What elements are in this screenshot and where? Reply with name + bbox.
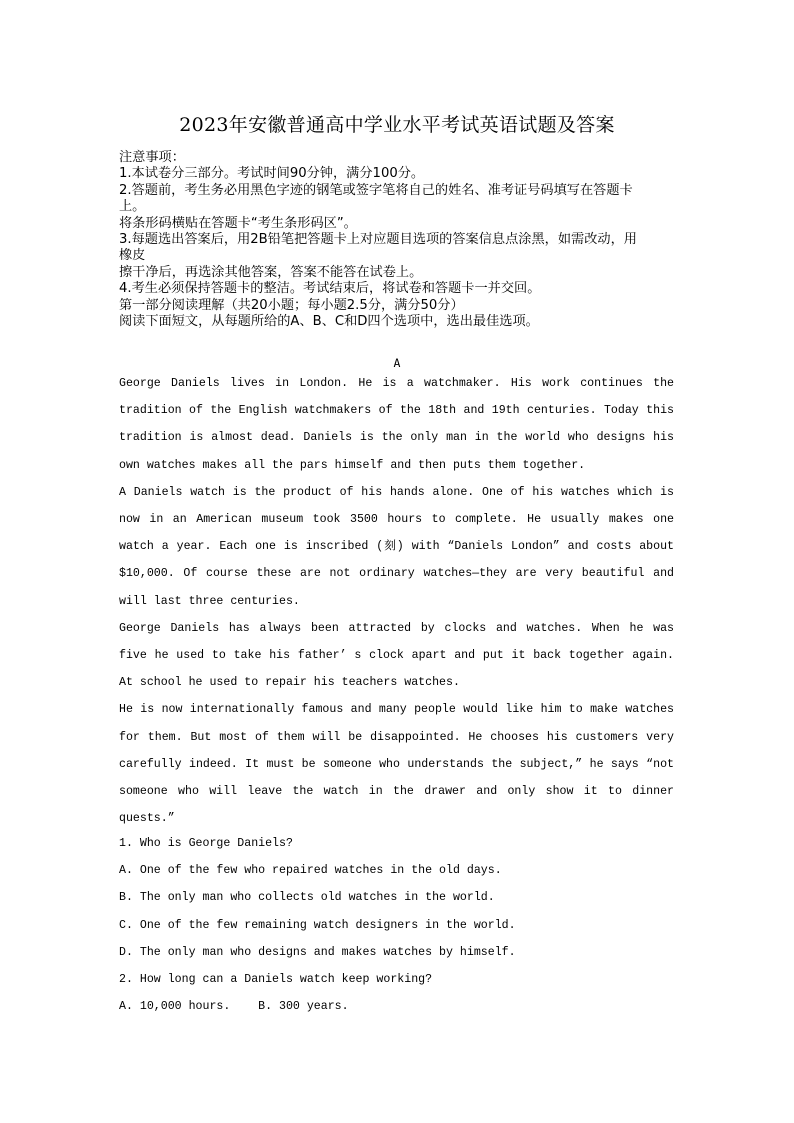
- instruction-line: 擦干净后，再选涂其他答案，答案不能答在试卷上。: [119, 264, 423, 280]
- instruction-line: 上。: [119, 199, 146, 215]
- passage-label: A: [393, 356, 401, 370]
- passage-paragraph: He is now internationally famous and many people would like him to make watches for them. But most of them will be disappointed. He chooses his customers very carefully indeed. It must be someone who understands the subject,” he says “not someone who will leave the watch in the drawer and only show it to dinner quests.”: [119, 703, 674, 826]
- question-option: C. One of the few remaining watch designers in the world.: [119, 918, 516, 932]
- instruction-line: 橡皮: [119, 248, 146, 264]
- question-stem: 1. Who is George Daniels?: [119, 837, 293, 850]
- section-heading: 第一部分阅读理解（共20小题；每小题2.5分，满分50分）: [119, 297, 464, 313]
- question-option: D. The only man who designs and makes watches by himself.: [119, 945, 516, 959]
- passage-paragraph: George Daniels lives in London. He is a watchmaker. His work continues the tradition of the English watchmakers of the 18th and 19th centuries. Today this tradition is almost dead. Daniels is the only man in the world who designs his own watches makes all the pars himself and then puts them together.: [119, 377, 674, 472]
- section-directions: 阅读下面短文，从每题所给的A、B、C和D四个选项中，选出最佳选项。: [119, 314, 539, 330]
- passage-paragraph: George Daniels has always been attracted by clocks and watches. When he was five he used to take his father’ s clock apart and put it back together again. At school he used to repair his teachers watches.: [119, 621, 674, 690]
- instruction-line: 1.本试卷分三部分。考试时间90分钟，满分100分。: [119, 166, 425, 182]
- instruction-line: 将条形码横贴在答题卡“考生条形码区”。: [119, 215, 357, 231]
- passage-paragraph: A Daniels watch is the product of his hands alone. One of his watches which is now in an American museum took 3500 hours to complete. He usually makes one watch a year. Each one is inscribed (刻) with “Daniels London” and costs about $10,000. Of course these are not ordinary watches—they are very beautiful and will last three centuries.: [119, 485, 674, 608]
- document-title: 2023年安徽普通高中学业水平考试英语试题及答案: [179, 114, 615, 136]
- instruction-line: 2.答题前，考生务必用黑色字迹的钢笔或签字笔将自己的姓名、准考证号码填写在答题卡: [119, 182, 633, 198]
- instruction-line: 4.考生必须保持答题卡的整洁。考试结束后，将试卷和答题卡一并交回。: [119, 281, 541, 297]
- exam-instructions: [119, 150, 679, 330]
- reading-passage: [119, 370, 674, 832]
- question-stem: 2. How long can a Daniels watch keep working?: [119, 973, 433, 987]
- question-option: B. The only man who collects old watches in the world.: [119, 891, 495, 905]
- instructions-heading: 注意事项：: [119, 150, 185, 165]
- question-options-inline: A. 10,000 hours. B. 300 years.: [119, 1000, 349, 1014]
- question-option: A. One of the few who repaired watches in the old days.: [119, 864, 502, 878]
- instruction-line: 3.每题选出答案后，用2B铅笔把答题卡上对应题目选项的答案信息点涂黑，如需改动，用: [119, 232, 637, 248]
- question-list: [119, 830, 674, 1020]
